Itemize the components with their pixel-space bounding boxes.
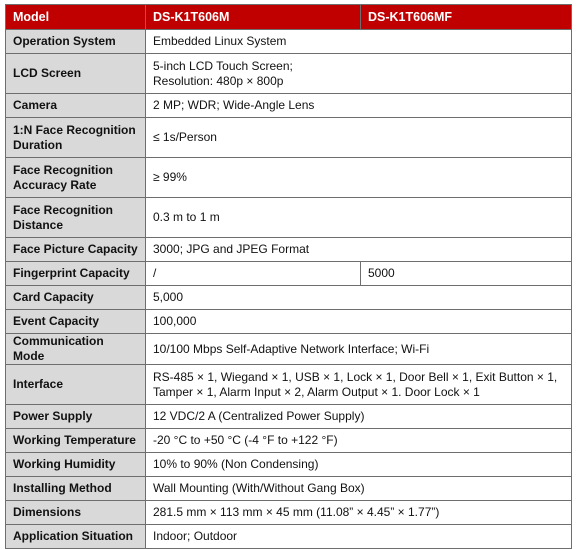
row-value bbox=[146, 54, 572, 94]
row-label: Interface bbox=[6, 365, 146, 405]
row-label: Operation System bbox=[6, 30, 146, 54]
row-value: 0.3 m to 1 m bbox=[146, 198, 572, 238]
row-value: -20 °C to +50 °C (-4 °F to +122 °F) bbox=[146, 429, 572, 453]
table-row bbox=[6, 54, 572, 94]
table-row bbox=[6, 525, 572, 549]
row-value: 12 VDC/2 A (Centralized Power Supply) bbox=[146, 405, 572, 429]
row-label: LCD Screen bbox=[6, 54, 146, 94]
row-label: Dimensions bbox=[6, 501, 146, 525]
label-line: Face Recognition bbox=[13, 162, 114, 177]
row-label bbox=[6, 158, 146, 198]
table-row bbox=[6, 429, 572, 453]
label-line: 1:N Face Recognition bbox=[13, 122, 136, 137]
row-label: Face Picture Capacity bbox=[6, 238, 146, 262]
spec-table bbox=[5, 4, 572, 549]
row-value: ≥ 99% bbox=[146, 158, 572, 198]
row-value bbox=[146, 365, 572, 405]
row-label: Camera bbox=[6, 94, 146, 118]
header-model-a: DS-K1T606M bbox=[146, 5, 361, 30]
row-value: 10/100 Mbps Self-Adaptive Network Interface; Wi-Fi bbox=[146, 334, 572, 365]
row-label: Power Supply bbox=[6, 405, 146, 429]
row-value: 100,000 bbox=[146, 310, 572, 334]
value-line: Resolution: 480p × 800p bbox=[153, 73, 284, 88]
table-row bbox=[6, 30, 572, 54]
row-label: Communication Mode bbox=[6, 334, 146, 365]
label-line: Accuracy Rate bbox=[13, 177, 97, 192]
value-line: 5-inch LCD Touch Screen; bbox=[153, 58, 293, 73]
row-value: Wall Mounting (With/Without Gang Box) bbox=[146, 477, 572, 501]
table-row bbox=[6, 477, 572, 501]
row-value: 5,000 bbox=[146, 286, 572, 310]
table-row bbox=[6, 238, 572, 262]
row-label: Card Capacity bbox=[6, 286, 146, 310]
row-value: 3000; JPG and JPEG Format bbox=[146, 238, 572, 262]
table-row bbox=[6, 334, 572, 365]
table-row bbox=[6, 286, 572, 310]
row-label: Working Temperature bbox=[6, 429, 146, 453]
header-model-label: Model bbox=[6, 5, 146, 30]
row-value: 10% to 90% (Non Condensing) bbox=[146, 453, 572, 477]
row-value-model-a: / bbox=[146, 262, 361, 286]
table-row bbox=[6, 405, 572, 429]
table-row bbox=[6, 158, 572, 198]
row-value: Embedded Linux System bbox=[146, 30, 572, 54]
label-line: Duration bbox=[13, 137, 63, 152]
row-label bbox=[6, 198, 146, 238]
label-line: Face Recognition bbox=[13, 202, 114, 217]
row-label: Fingerprint Capacity bbox=[6, 262, 146, 286]
spec-table-container bbox=[5, 4, 572, 549]
row-value: 2 MP; WDR; Wide-Angle Lens bbox=[146, 94, 572, 118]
row-value: 281.5 mm × 113 mm × 45 mm (11.08” × 4.45” × 1.77”) bbox=[146, 501, 572, 525]
row-label: Event Capacity bbox=[6, 310, 146, 334]
table-row bbox=[6, 262, 572, 286]
table-row bbox=[6, 198, 572, 238]
label-line: Distance bbox=[13, 217, 64, 232]
row-label: Working Humidity bbox=[6, 453, 146, 477]
header-row bbox=[6, 5, 572, 30]
table-row bbox=[6, 94, 572, 118]
row-value-model-b: 5000 bbox=[361, 262, 572, 286]
table-row bbox=[6, 365, 572, 405]
row-label: Installing Method bbox=[6, 477, 146, 501]
table-row bbox=[6, 118, 572, 158]
table-row bbox=[6, 453, 572, 477]
value-line: Tamper × 1, Alarm Input × 2, Alarm Output × 1. Door Lock × 1 bbox=[153, 384, 480, 399]
table-row bbox=[6, 310, 572, 334]
row-label bbox=[6, 118, 146, 158]
row-value: ≤ 1s/Person bbox=[146, 118, 572, 158]
table-row bbox=[6, 501, 572, 525]
row-value: Indoor; Outdoor bbox=[146, 525, 572, 549]
value-line: RS-485 × 1, Wiegand × 1, USB × 1, Lock × 1, Door Bell × 1, Exit Button × 1, bbox=[153, 369, 558, 384]
header-model-b: DS-K1T606MF bbox=[361, 5, 572, 30]
row-label: Application Situation bbox=[6, 525, 146, 549]
